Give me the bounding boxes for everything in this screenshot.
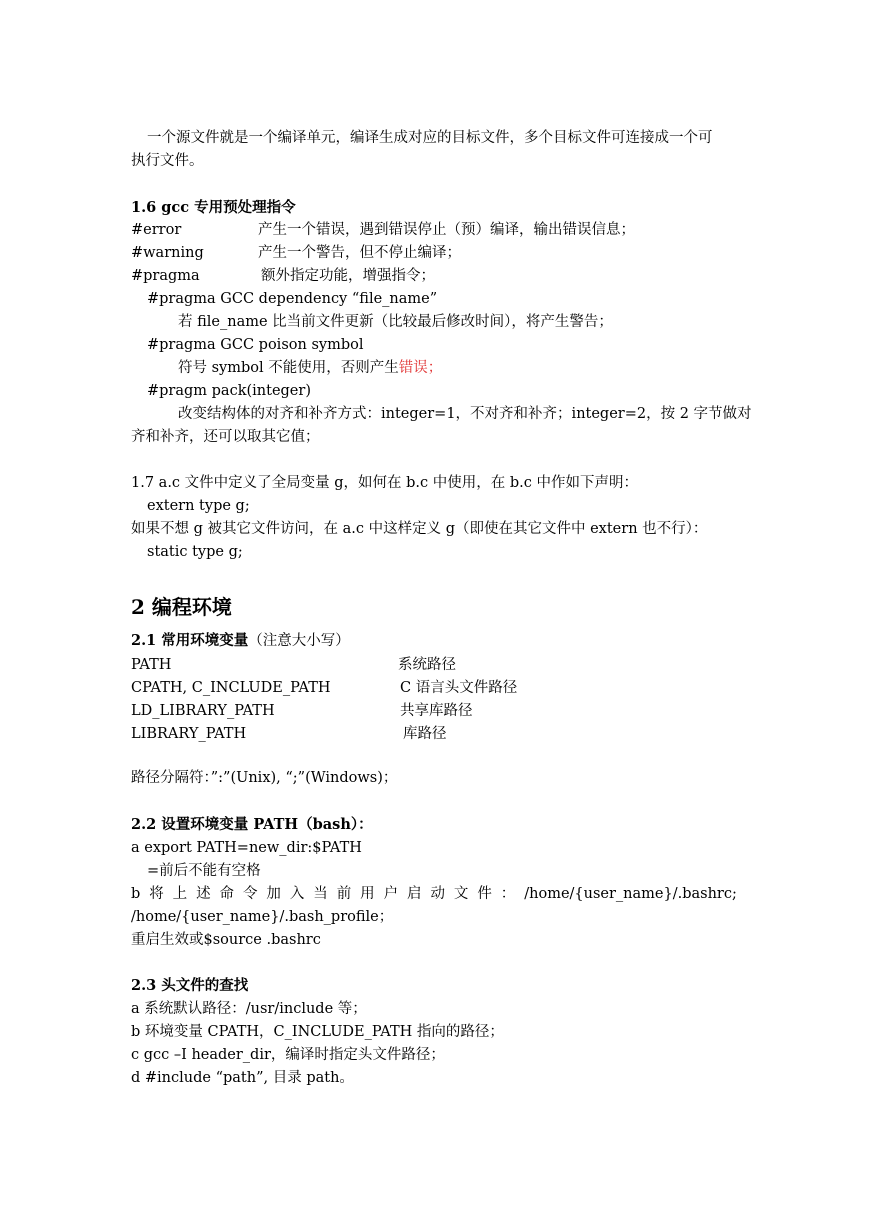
section-2-3-heading: 2.3 头文件的查找 xyxy=(131,977,249,994)
section-2-3-line-2: b 环境变量 CPATH，C_INCLUDE_PATH 指向的路径； xyxy=(131,1024,504,1040)
section-1-7-line-3: 如果不想 g 被其它文件访问，在 a.c 中这样定义 g（即使在其它文件中 extern 也不行）： xyxy=(131,521,708,537)
pragma-pack-desc-2: 齐和补齐，还可以取其它值； xyxy=(131,429,320,445)
directive-warning-desc: 产生一个警告，但不停止编译； xyxy=(258,245,461,261)
section-2-2-line-5: 重启生效或$source .bashrc xyxy=(131,932,321,948)
section-2-3-line-4: d #include “path”, 目录 path。 xyxy=(131,1070,354,1086)
justified-word: 当 xyxy=(313,886,328,902)
justified-word: 命 xyxy=(219,886,235,902)
env-var-cpath-name: CPATH, C_INCLUDE_PATH xyxy=(131,680,331,696)
pragma-pack: #pragm pack(integer) xyxy=(147,383,311,399)
justified-word: 户 xyxy=(383,886,399,902)
section-2-2-line-2: =前后不能有空格 xyxy=(147,863,261,879)
justified-word: /home/{user_name}/.bashrc; xyxy=(524,886,737,902)
pragma-poison-desc-text: 符号 symbol 不能使用，否则产生 xyxy=(178,360,399,376)
justified-word: 启 xyxy=(407,886,422,902)
env-var-ld-library-path-name: LD_LIBRARY_PATH xyxy=(131,703,275,719)
pragma-dependency: #pragma GCC dependency “file_name” xyxy=(147,291,438,307)
justified-word: 文 xyxy=(453,886,469,902)
pragma-pack-desc-1: 改变结构体的对齐和补齐方式：integer=1，不对齐和补齐；integer=2，按 2 字节做对 xyxy=(178,406,752,422)
justified-word: 前 xyxy=(336,886,352,902)
section-1-7-line-4: static type g; xyxy=(147,544,243,560)
directive-pragma-desc: 额外指定功能，增强指令； xyxy=(261,268,435,284)
env-var-cpath-desc: C 语言头文件路径 xyxy=(400,680,518,696)
section-2-3-line-1: a 系统默认路径：/usr/include 等； xyxy=(131,1001,367,1017)
section-2-1-heading-bold: 2.1 常用环境变量 xyxy=(131,632,249,649)
justified-word: 入 xyxy=(289,886,305,902)
section-2-2-heading: 2.2 设置环境变量 PATH（bash）： xyxy=(131,816,373,833)
env-var-library-path-name: LIBRARY_PATH xyxy=(131,726,247,742)
section-2-heading: 2 编程环境 xyxy=(131,595,232,619)
pragma-poison-desc xyxy=(178,358,442,378)
section-2-3-line-3: c gcc –I header_dir，编译时指定头文件路径； xyxy=(131,1047,445,1063)
section-1-6-heading: 1.6 gcc 专用预处理指令 xyxy=(131,199,296,216)
justified-word: 件 xyxy=(477,886,492,902)
section-1-7-line-2: extern type g; xyxy=(147,498,250,514)
justified-word: 令 xyxy=(242,886,258,902)
section-2-2-line-1: a export PATH=new_dir:$PATH xyxy=(131,840,362,856)
justified-word: 将 xyxy=(149,886,164,902)
env-var-ld-library-path-desc: 共享库路径 xyxy=(400,703,473,719)
section-2-1-heading xyxy=(131,631,350,651)
justified-word: b xyxy=(131,886,141,902)
section-1-7-line-1: 1.7 a.c 文件中定义了全局变量 g，如何在 b.c 中使用，在 b.c 中作如下声明： xyxy=(131,475,639,491)
env-var-library-path-desc: 库路径 xyxy=(403,726,447,742)
pragma-poison-desc-error: 错误； xyxy=(398,360,443,376)
path-separator-line: 路径分隔符：”:”(Unix), “;”(Windows)； xyxy=(131,770,398,786)
justified-word: 述 xyxy=(196,886,211,902)
justified-word: 用 xyxy=(360,886,375,902)
env-var-path-desc: 系统路径 xyxy=(398,657,456,673)
pragma-poison: #pragma GCC poison symbol xyxy=(147,337,364,353)
directive-error-key: #error xyxy=(131,222,182,238)
directive-error-desc: 产生一个错误，遇到错误停止（预）编译，输出错误信息； xyxy=(258,222,635,238)
directive-pragma-key: #pragma xyxy=(131,268,200,284)
intro-line-1: 一个源文件就是一个编译单元，编译生成对应的目标文件，多个目标文件可连接成一个可 xyxy=(147,130,713,146)
section-2-2-line-3 xyxy=(131,884,737,904)
intro-line-2: 执行文件。 xyxy=(131,153,204,169)
env-var-path-name: PATH xyxy=(131,657,172,673)
section-2-1-heading-note: （注意大小写） xyxy=(248,633,350,649)
justified-word: ： xyxy=(500,886,516,902)
justified-word: 上 xyxy=(172,886,188,902)
justified-word: 加 xyxy=(266,886,281,902)
justified-word: 动 xyxy=(430,886,445,902)
directive-warning-key: #warning xyxy=(131,245,204,261)
pragma-dependency-desc: 若 file_name 比当前文件更新（比较最后修改时间），将产生警告； xyxy=(178,314,613,330)
section-2-2-line-4: /home/{user_name}/.bash_profile； xyxy=(131,909,394,925)
